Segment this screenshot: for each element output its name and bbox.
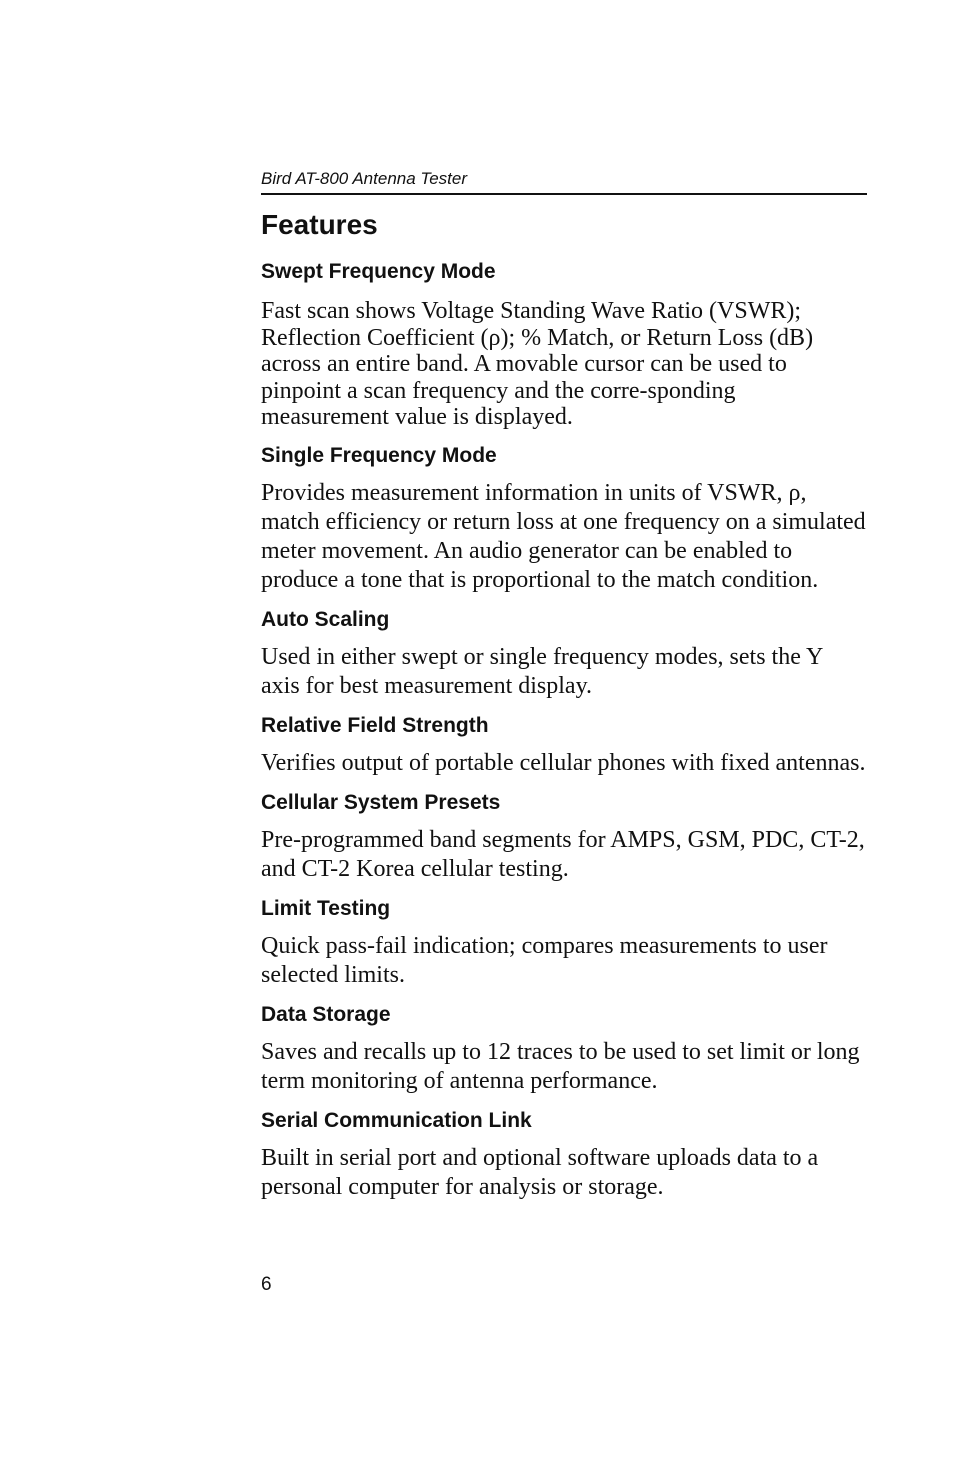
- running-header: Bird AT-800 Antenna Tester: [261, 168, 867, 195]
- section-heading-limit-testing: Limit Testing: [261, 896, 391, 920]
- page-number: 6: [261, 1274, 272, 1295]
- page-title: Features: [261, 209, 378, 240]
- section-body-auto-scaling: Used in either swept or single frequency modes, sets the Y axis for best measurement display.: [261, 643, 823, 699]
- page-content: [261, 168, 867, 1202]
- section-heading-cellular-system-presets: Cellular System Presets: [261, 790, 501, 814]
- section-heading-single-frequency-mode: Single Frequency Mode: [261, 443, 497, 467]
- section-heading-swept-frequency-mode: Swept Frequency Mode: [261, 260, 496, 283]
- section-body-limit-testing: Quick pass-fail indication; compares measurements to user selected limits.: [261, 932, 828, 988]
- section-heading-serial-communication-link: Serial Communication Link: [261, 1108, 532, 1132]
- section-heading-auto-scaling: Auto Scaling: [261, 607, 390, 631]
- section-body-cellular-system-presets: Pre-programmed band segments for AMPS, GSM, PDC, CT-2, and CT-2 Korea cellular testing.: [261, 826, 865, 882]
- section-heading-data-storage: Data Storage: [261, 1002, 391, 1026]
- section-body-relative-field-strength: Verifies output of portable cellular phones with fixed antennas.: [261, 749, 866, 776]
- section-heading-relative-field-strength: Relative Field Strength: [261, 713, 489, 737]
- section-body-data-storage: Saves and recalls up to 12 traces to be used to set limit or long term monitoring of antenna performance.: [261, 1038, 860, 1094]
- section-body-serial-communication-link: Built in serial port and optional software uploads data to a personal computer for analysis or storage.: [261, 1144, 819, 1200]
- section-body-single-frequency-mode: Provides measurement information in units of VSWR, ρ, match efficiency or return loss at one frequency on a simulated meter movement. An audio generator can be enabled to produce a tone that is proportional to the match condition.: [261, 479, 866, 593]
- section-body-swept-frequency-mode: Fast scan shows Voltage Standing Wave Ratio (VSWR); Reflection Coefficient (ρ); % Match, or Return Loss (dB) across an entire band. A movable cursor can be used to pinpoint a scan frequency and the corre-sponding measurement value is displayed.: [261, 298, 814, 430]
